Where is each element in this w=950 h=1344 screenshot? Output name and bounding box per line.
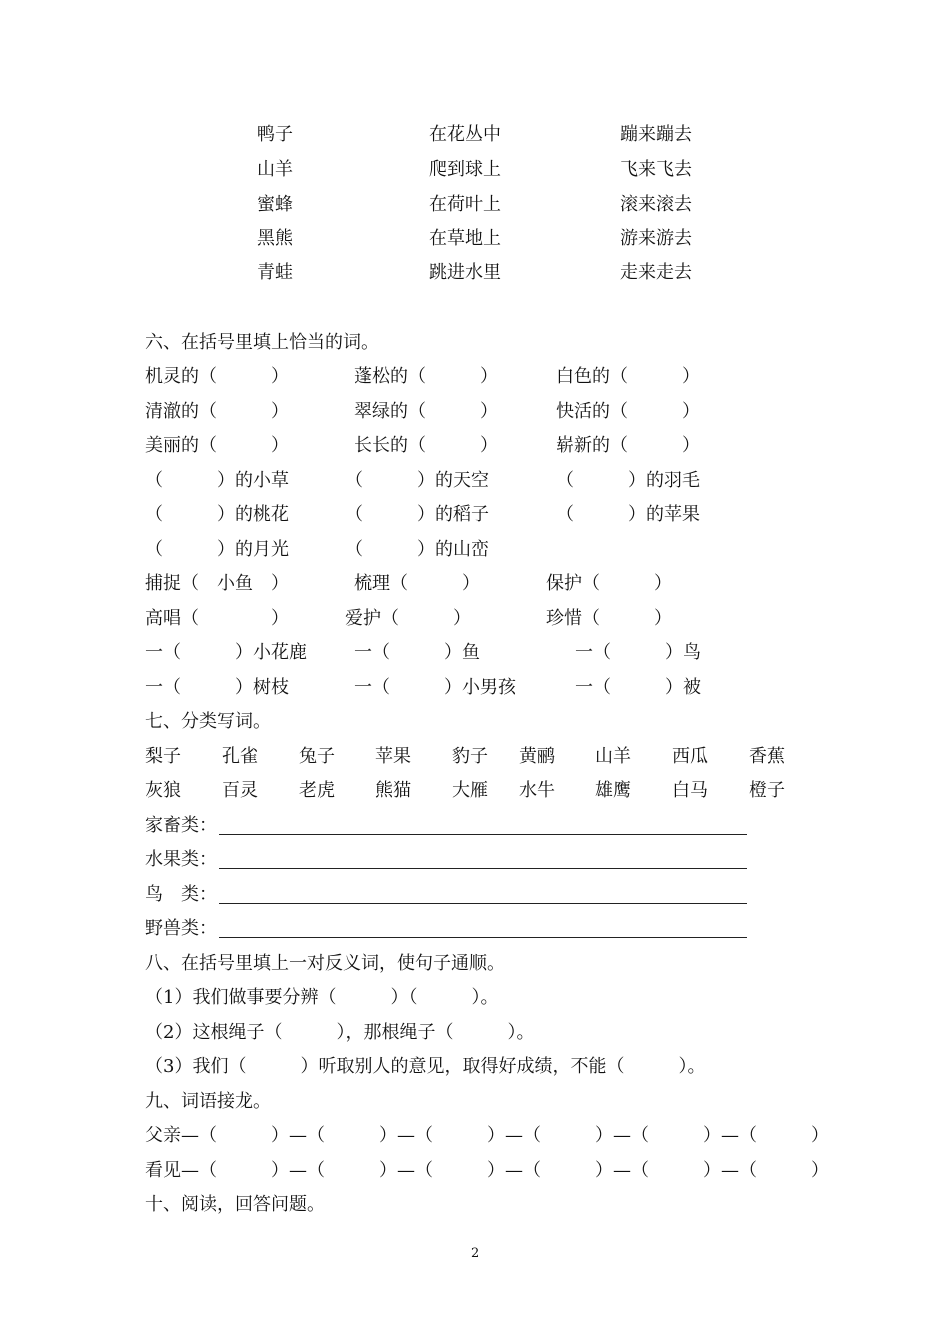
question-item: （3）我们（ ）听取别人的意见，取得好成绩，不能（ ）。 [145,1056,706,1077]
fill-blank-item: 快活的（ ） [556,401,700,422]
fill-blank-item: （ ）的羽毛 [556,470,700,491]
match-action: 飞来飞去 [620,159,692,180]
match-animal: 鸭子 [257,124,293,145]
word-item: 雄鹰 [595,780,631,801]
word-item: 熊猫 [375,780,411,801]
fill-blank-item: 美丽的（ ） [145,435,289,456]
match-place: 在花丛中 [429,124,501,145]
fill-blank-item: 翠绿的（ ） [354,401,498,422]
match-place: 跳进水里 [429,262,501,283]
word-item: 香蕉 [749,746,785,767]
fill-blank-item: 捕捉（ 小鱼 ） [145,573,289,594]
fill-blank-item: 珍惜（ ） [546,608,672,629]
fill-blank-item: 爱护（ ） [345,608,471,629]
match-action: 蹦来蹦去 [620,124,692,145]
word-item: 黄鹂 [519,746,555,767]
match-animal: 黑熊 [257,228,293,249]
fill-blank-item: （ ）的苹果 [556,504,700,525]
match-action: 走来走去 [620,262,692,283]
fill-blank-item: （ ）的稻子 [345,504,489,525]
fill-blank-item: 一（ ）小男孩 [354,677,516,698]
fill-blank-item: （ ）的月光 [145,539,289,560]
word-item: 老虎 [299,780,335,801]
word-item: 孔雀 [222,746,258,767]
fill-blank-item: 高唱（ ） [145,608,289,629]
category-label: 家畜类： [145,815,217,836]
answer-line[interactable] [219,903,747,904]
word-chain: 父亲—（ ）—（ ）—（ ）—（ ）—（ ）—（ ） [145,1125,829,1146]
fill-blank-item: 梳理（ ） [354,573,480,594]
word-item: 橙子 [749,780,785,801]
fill-blank-item: 一（ ）鱼 [354,642,480,663]
section-seven-title: 七、分类写词。 [145,711,271,732]
match-place: 爬到球上 [429,159,501,180]
question-item: （2）这根绳子（ ），那根绳子（ ）。 [145,1022,535,1043]
word-item: 苹果 [375,746,411,767]
fill-blank-item: 崭新的（ ） [556,435,700,456]
fill-blank-item: 一（ ）鸟 [575,642,701,663]
fill-blank-item: 一（ ）被 [575,677,701,698]
match-animal: 山羊 [257,159,293,180]
word-item: 兔子 [299,746,335,767]
fill-blank-item: （ ）的桃花 [145,504,289,525]
word-item: 灰狼 [145,780,181,801]
fill-blank-item: （ ）的小草 [145,470,289,491]
match-place: 在荷叶上 [429,194,501,215]
match-animal: 蜜蜂 [257,194,293,215]
fill-blank-item: 机灵的（ ） [145,366,289,387]
section-six-title: 六、在括号里填上恰当的词。 [145,332,379,353]
section-ten-title: 十、阅读，回答问题。 [145,1194,325,1215]
match-animal: 青蛙 [257,262,293,283]
word-item: 白马 [672,780,708,801]
answer-line[interactable] [219,868,747,869]
category-label: 水果类： [145,849,217,870]
word-chain: 看见—（ ）—（ ）—（ ）—（ ）—（ ）—（ ） [145,1160,829,1181]
answer-line[interactable] [219,834,747,835]
match-action: 滚来滚去 [620,194,692,215]
category-label: 鸟 类： [145,884,217,905]
fill-blank-item: （ ）的天空 [345,470,489,491]
word-item: 豹子 [452,746,488,767]
section-eight-title: 八、在括号里填上一对反义词，使句子通顺。 [145,953,505,974]
word-item: 大雁 [452,780,488,801]
fill-blank-item: 保护（ ） [546,573,672,594]
question-item: （1）我们做事要分辨（ ）（ ）。 [145,987,499,1008]
section-nine-title: 九、词语接龙。 [145,1091,271,1112]
fill-blank-item: （ ）的山峦 [345,539,489,560]
word-item: 西瓜 [672,746,708,767]
answer-line[interactable] [219,937,747,938]
page-number: 2 [471,1246,480,1261]
word-item: 梨子 [145,746,181,767]
fill-blank-item: 白色的（ ） [556,366,700,387]
fill-blank-item: 清澈的（ ） [145,401,289,422]
fill-blank-item: 一（ ）树枝 [145,677,289,698]
word-item: 水牛 [519,780,555,801]
category-label: 野兽类： [145,918,217,939]
word-item: 百灵 [222,780,258,801]
match-place: 在草地上 [429,228,501,249]
word-item: 山羊 [595,746,631,767]
match-action: 游来游去 [620,228,692,249]
fill-blank-item: 长长的（ ） [354,435,498,456]
fill-blank-item: 一（ ）小花鹿 [145,642,307,663]
fill-blank-item: 蓬松的（ ） [354,366,498,387]
